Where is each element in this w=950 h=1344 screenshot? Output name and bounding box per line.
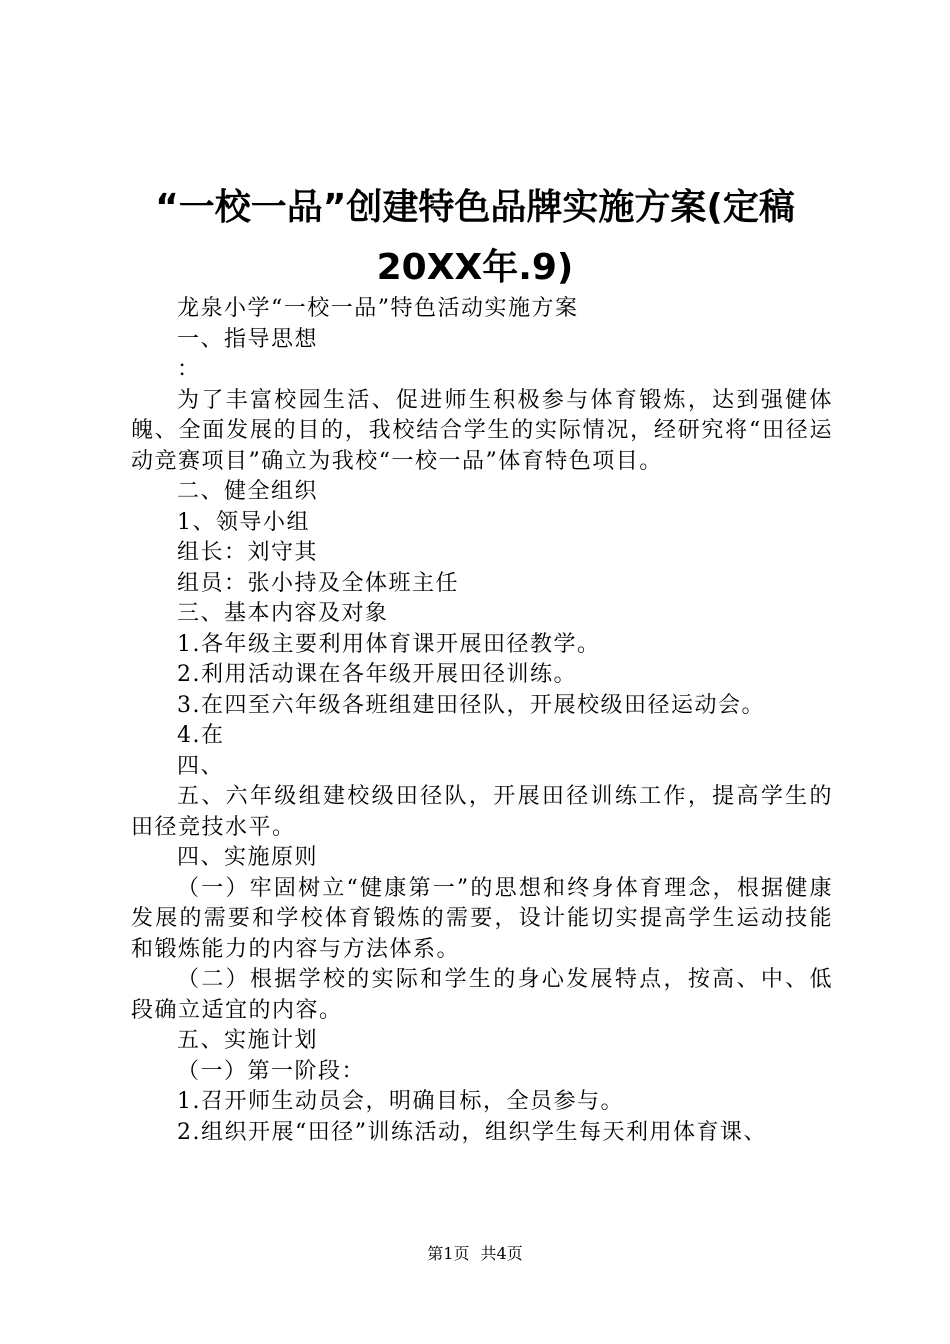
list-item: 1.各年级主要利用体育课开展田径教学。	[177, 631, 601, 657]
paragraph: 组员：张小持及全体班主任	[177, 570, 460, 596]
document-title-line-2: 20XX年.9)	[376, 247, 574, 288]
subtitle: 龙泉小学“一校一品”特色活动实施方案	[177, 296, 579, 321]
paragraph: （一）牢固树立“健康第一”的思想和终身体育理念，根据健康发展的需要和学校体育锻炼的需要，设计能切实提高学生运动技能和锻炼能力的内容与方法体系。	[131, 875, 833, 962]
list-item: 4.在	[177, 723, 225, 748]
paragraph: ：	[177, 357, 201, 382]
section-heading: 三、基本内容及对象	[177, 601, 389, 626]
list-item: 1.召开师生动员会，明确目标，全员参与。	[177, 1089, 624, 1114]
paragraph: （一）第一阶段：	[177, 1058, 366, 1084]
section-heading: 二、健全组织	[177, 479, 319, 504]
list-item: 2.组织开展“田径”训练活动，组织学生每天利用体育课、	[177, 1119, 767, 1145]
paragraph: 为了丰富校园生活、促进师生积极参与体育锻炼，达到强健体魄、全面发展的目的，我校结合学生的实际情况，经研究将“田径运动竞赛项目”确立为我校“一校一品”体育特色项目。	[131, 387, 833, 474]
list-item: 3.在四至六年级各班组建田径队，开展校级田径运动会。	[177, 692, 765, 718]
page-total: 共4页	[480, 1244, 523, 1263]
section-heading: 五、实施计划	[177, 1028, 319, 1053]
paragraph: （二）根据学校的实际和学生的身心发展特点，按高、中、低段确立适宜的内容。	[131, 967, 833, 1023]
section-heading: 四、	[177, 753, 225, 779]
page-footer	[0, 1244, 950, 1264]
section-heading: 四、实施原则	[177, 845, 319, 870]
section-heading: 一、指导思想	[177, 326, 319, 352]
paragraph: 组长：刘守其	[177, 540, 319, 565]
list-item: 2.利用活动课在各年级开展田径训练。	[177, 662, 577, 687]
page-number: 第1页	[427, 1244, 470, 1263]
document-body	[131, 294, 833, 1148]
document-title-line-1: “一校一品”创建特色品牌实施方案(定稿	[155, 187, 795, 228]
paragraph: 1、领导小组	[177, 509, 310, 535]
paragraph: 五、六年级组建校级田径队，开展田径训练工作，提高学生的田径竞技水平。	[131, 784, 833, 840]
